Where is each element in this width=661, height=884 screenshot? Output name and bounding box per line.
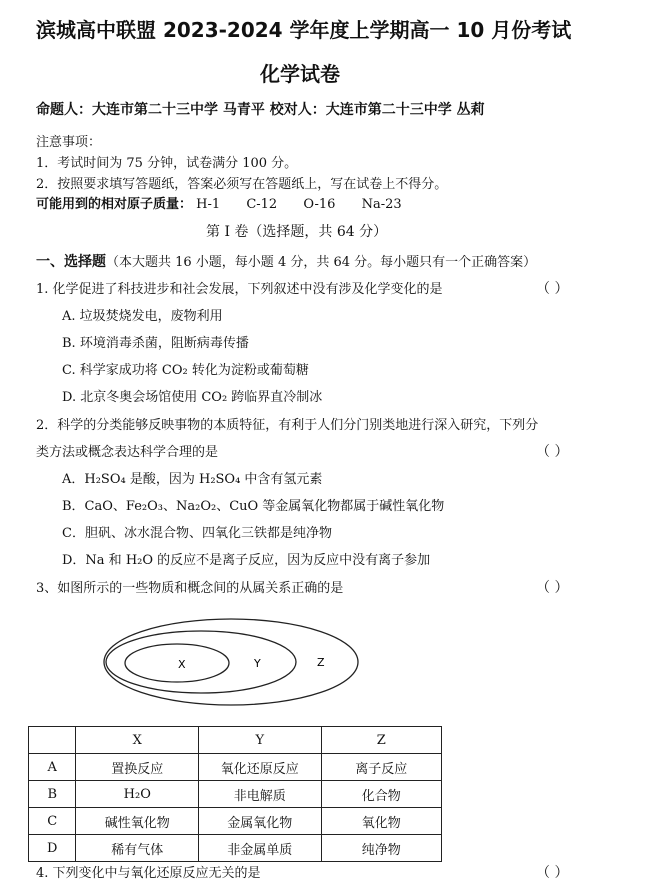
table-cell: 化合物 bbox=[321, 781, 441, 808]
notes-heading: 注意事项： bbox=[36, 135, 102, 150]
section-heading-bold: 一、选择题 bbox=[36, 254, 106, 270]
table-cell: 金属氧化物 bbox=[199, 808, 321, 835]
table-cell: 氧化物 bbox=[321, 808, 441, 835]
q2-stem-line2: 类方法或概念表达科学合理的是 bbox=[36, 445, 219, 460]
table-cell: 离子反应 bbox=[321, 754, 441, 781]
q1-option-d: D. 北京冬奥会场馆使用 CO₂ 跨临界直冷制冰 bbox=[62, 390, 323, 405]
table-row bbox=[29, 781, 442, 808]
exam-title: 滨城高中联盟 2023-2024 学年度上学期高一 10 月份考试 bbox=[36, 18, 572, 42]
atomic-mass-o: O-16 bbox=[303, 197, 336, 212]
table-cell: 碱性氧化物 bbox=[76, 808, 199, 835]
q4-answer-paren: （ ） bbox=[536, 865, 569, 881]
table-cell: 非电解质 bbox=[199, 781, 321, 808]
table-row bbox=[29, 754, 442, 781]
q2-option-c: C．胆矾、冰水混合物、四氧化三铁都是纯净物 bbox=[62, 526, 332, 541]
diagram-label-x: X bbox=[178, 658, 186, 671]
q3-stem: 3、如图所示的一些物质和概念间的从属关系正确的是 bbox=[36, 581, 344, 596]
table-header-cell bbox=[29, 727, 76, 754]
table-header-cell: Z bbox=[321, 727, 441, 754]
ellipse-y bbox=[106, 631, 296, 693]
q2-option-d: D．Na 和 H₂O 的反应不是离子反应，因为反应中没有离子参加 bbox=[62, 553, 431, 568]
q2-stem-line1: 2．科学的分类能够反映事物的本质特征，有利于人们分门别类地进行深入研究，下列分 bbox=[36, 418, 539, 433]
q1-option-b: B. 环境消毒杀菌，阻断病毒传播 bbox=[62, 336, 249, 351]
table-cell: 氧化还原反应 bbox=[199, 754, 321, 781]
section-title: 第 I 卷（选择题，共 64 分） bbox=[206, 224, 388, 240]
table-cell: H₂O bbox=[76, 781, 199, 808]
table-row bbox=[29, 808, 442, 835]
atomic-mass-h: H-1 bbox=[196, 197, 221, 212]
atomic-mass-c: C-12 bbox=[246, 197, 278, 212]
q1-option-a: A. 垃圾焚烧发电，废物利用 bbox=[62, 309, 223, 324]
table-cell: D bbox=[29, 835, 76, 862]
table-cell: B bbox=[29, 781, 76, 808]
table-cell: 稀有气体 bbox=[76, 835, 199, 862]
table-header-cell: Y bbox=[199, 727, 321, 754]
q1-answer-paren: （ ） bbox=[536, 281, 569, 297]
exam-subtitle: 化学试卷 bbox=[260, 62, 340, 86]
authors-line: 命题人：大连市第二十三中学 马青平 校对人：大连市第二十三中学 丛莉 bbox=[36, 102, 485, 118]
q4-stem: 4. 下列变化中与氧化还原反应无关的是 bbox=[36, 866, 261, 881]
table-row bbox=[29, 835, 442, 862]
table-cell: A bbox=[29, 754, 76, 781]
q3-options-table bbox=[28, 726, 442, 862]
q2-option-b: B．CaO、Fe₂O₃、Na₂O₂、CuO 等金属氧化物都属于碱性氧化物 bbox=[62, 499, 445, 514]
table-cell: 非金属单质 bbox=[199, 835, 321, 862]
q2-answer-paren: （ ） bbox=[536, 444, 569, 460]
table-cell: 置换反应 bbox=[76, 754, 199, 781]
section-heading-desc: （本大题共 16 小题，每小题 4 分，共 64 分。每小题只有一个正确答案） bbox=[106, 255, 537, 270]
table-header-row bbox=[29, 727, 442, 754]
q1-stem: 1. 化学促进了科技进步和社会发展，下列叙述中没有涉及化学变化的是 bbox=[36, 282, 443, 297]
ellipse-x bbox=[125, 644, 229, 682]
table-cell: C bbox=[29, 808, 76, 835]
table-cell: 纯净物 bbox=[321, 835, 441, 862]
q1-option-c: C. 科学家成功将 CO₂ 转化为淀粉或葡萄糖 bbox=[62, 363, 309, 378]
note-item: 2．按照要求填写答题纸，答案必须写在答题纸上，写在试卷上不得分。 bbox=[36, 177, 448, 192]
table-header-cell: X bbox=[76, 727, 199, 754]
atomic-mass-na: Na-23 bbox=[361, 197, 402, 212]
atomic-mass-label: 可能用到的相对原子质量： bbox=[36, 197, 193, 212]
q2-option-a: A．H₂SO₄ 是酸，因为 H₂SO₄ 中含有氢元素 bbox=[62, 472, 323, 487]
q3-answer-paren: （ ） bbox=[536, 580, 569, 596]
diagram-label-z: Z bbox=[317, 656, 325, 669]
diagram-label-y: Y bbox=[254, 657, 261, 670]
note-item: 1．考试时间为 75 分钟，试卷满分 100 分。 bbox=[36, 156, 298, 171]
